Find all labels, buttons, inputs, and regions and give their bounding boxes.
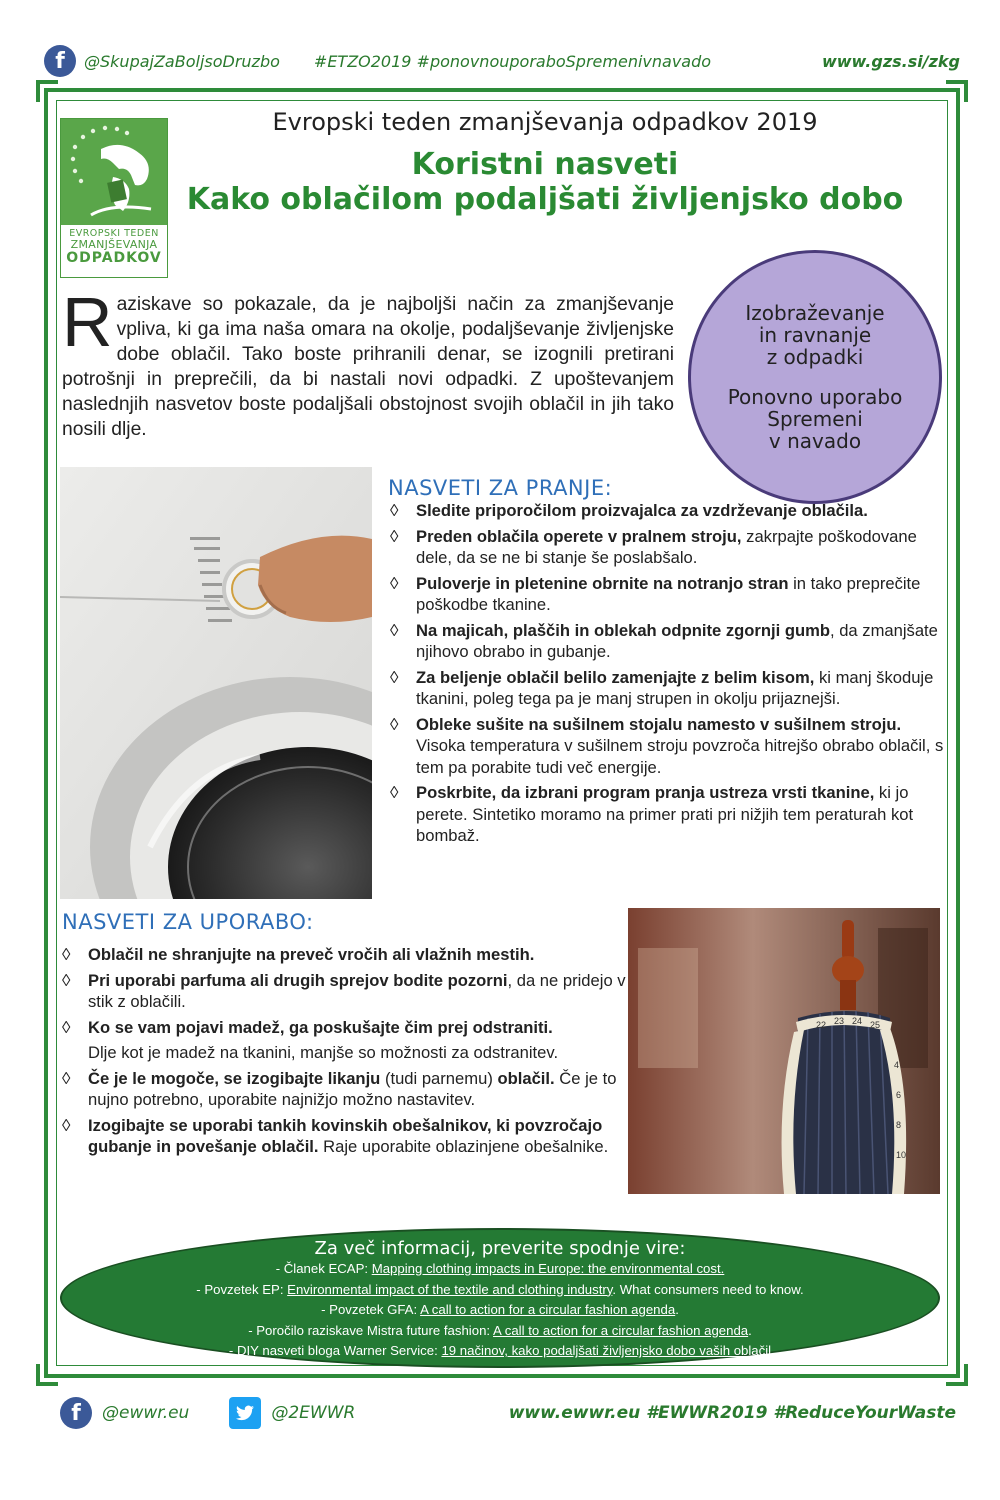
source-suffix: . What consumers need to know. <box>612 1281 804 1297</box>
tip-bold: Puloverje in pletenine obrnite na notranjo stran <box>416 573 789 593</box>
source-link[interactable]: Mapping clothing impacts in Europe: the environmental cost. <box>371 1261 725 1276</box>
tip-bold: Pri uporabi parfuma ali drugih sprejov bodite pozorni <box>88 970 508 990</box>
list-item <box>60 1068 626 1111</box>
svg-text:23: 23 <box>834 1016 845 1026</box>
svg-text:22: 22 <box>816 1020 827 1030</box>
logo-line-1: EVROPSKI TEDEN <box>69 228 159 239</box>
intro-text: aziskave so pokazale, da je najboljši način za zmanjševanje vpliva, ki ga ima naša omara na okolje, podaljševanje življenjske dobe oblačil. Tako boste prihranili denar, se izognili pretirani potrošnji in preprečili, da bi nastali novi odpadki. Z upoštevanjem naslednjih nasvetov boste podaljšali obstojnost svojih oblačil in jih tako nosili dlje. <box>62 294 674 440</box>
top-bar <box>44 44 960 78</box>
source-prefix: - Poročilo raziskave Mistra future fashion: <box>248 1322 494 1338</box>
tip-bold: Sledite priporočilom proizvajalca za vzdrževanje oblačila. <box>416 501 868 520</box>
top-website-link[interactable]: www.gzs.si/zkg <box>821 51 960 71</box>
sources-box <box>60 1228 940 1368</box>
page-title-line-1: Koristni nasveti <box>411 147 679 182</box>
top-hashtags: #ETZO2019 #ponovnouporaboSpremenivnavado <box>313 51 712 71</box>
svg-text:8: 8 <box>896 1120 902 1130</box>
mannequin-image <box>628 908 940 1194</box>
circle-line: in ravnanje <box>758 323 872 347</box>
top-facebook-handle[interactable]: @SkupajZaBoljsoDruzbo <box>84 51 280 71</box>
tip-bold: Obleke sušite na sušilnem stojalu namesto v sušilnem stroju. <box>416 714 902 734</box>
source-suffix: . <box>675 1302 679 1317</box>
washing-machine-image <box>60 467 372 899</box>
list-item <box>60 1042 626 1064</box>
source-line <box>62 1300 938 1321</box>
source-line <box>62 1259 938 1280</box>
tip-text: Če je to nujno potrebno, uporabite najnižjo možno nastavitev. <box>88 1068 617 1109</box>
tip-bold: Ko se vam pojavi madež, ga poskušajte čim prej odstraniti. <box>88 1017 553 1037</box>
source-prefix: - Povzetek EP: <box>196 1281 288 1297</box>
source-suffix: . <box>748 1322 752 1338</box>
svg-text:4: 4 <box>894 1060 900 1070</box>
source-link[interactable]: 19 načinov, kako podaljšati življenjsko dobo vaših oblačil <box>441 1343 772 1358</box>
tip-bold: Preden oblačila operete v pralnem stroju, <box>416 526 742 546</box>
frame-corner <box>36 1364 58 1386</box>
tip-text: , da zmanjšate njihovo obrabo in gubanje. <box>416 620 938 661</box>
source-link[interactable]: A call to action for a circular fashion agenda <box>493 1322 749 1338</box>
source-prefix: - Povzetek GFA: <box>321 1302 421 1317</box>
tip-text: ki manj škoduje tkanini, poleg tega pa je manj strupen in okolju prijaznejši. <box>416 667 934 708</box>
twitter-bird-icon <box>236 1405 254 1421</box>
circle-line: Ponovno uporabo <box>727 385 903 409</box>
page-title <box>180 148 910 217</box>
tip-text: ki jo perete. Sintetiko moramo na primer prati pri nižjih tem peraturah kot bombaž. <box>416 783 914 845</box>
source-line <box>62 1321 938 1342</box>
svg-text:6: 6 <box>896 1090 902 1100</box>
tip-bold: Za beljenje oblačil belilo zamenjajte z belim kisom, <box>416 667 815 687</box>
tip-bold: Oblačil ne shranjujte na preveč vročih ali vlažnih mestih. <box>88 945 535 964</box>
tip-bold: Izogibajte se uporabi tankih kovinskih obešalnikov, ki povzročajo gubanje in povešanje oblačil. <box>88 1115 603 1156</box>
source-line <box>62 1280 938 1301</box>
tip-bold: oblačil. <box>497 1068 555 1088</box>
logo-line-2: ZMANJŠEVANJA <box>70 237 158 251</box>
tip-text: (tudi parnemu) <box>380 1068 498 1088</box>
list-item <box>388 573 944 616</box>
source-prefix: - DIY nasveti bloga Warner Service: <box>228 1343 442 1358</box>
tip-text: Dlje kot je madež na tkanini, manjše so možnosti za odstranitev. <box>88 1043 559 1062</box>
svg-text:10: 10 <box>896 1150 907 1160</box>
source-link[interactable]: A call to action for a circular fashion agenda <box>420 1302 676 1317</box>
list-item <box>388 500 944 522</box>
tip-text: , da ne pridejo v stik z oblačili. <box>88 970 626 1011</box>
list-item <box>60 944 626 966</box>
tip-bold: Poskrbite, da izbrani program pranja ustreza vrsti tkanine, <box>416 783 875 802</box>
tip-bold: Če je le mogoče, se izogibajte likanju <box>88 1068 381 1088</box>
drop-cap: R <box>62 283 113 361</box>
circle-line: Izobraževanje <box>745 301 885 325</box>
tip-text: Raje uporabite oblazinjene obešalnike. <box>318 1137 609 1156</box>
list-item <box>388 714 944 779</box>
logo-text <box>61 229 167 265</box>
usage-tips-heading: NASVETI ZA UPORABO: <box>62 910 314 934</box>
facebook-icon[interactable]: f <box>60 1397 92 1429</box>
tip-text: zakrpajte poškodovane dele, da se ne bi stanje še poslabšalo. <box>416 526 917 567</box>
facebook-icon[interactable]: f <box>44 45 76 77</box>
list-item <box>388 526 944 569</box>
list-item <box>388 782 944 847</box>
list-item <box>60 970 626 1013</box>
usage-tips-list <box>60 944 626 1162</box>
sources-heading: Za več informacij, preverite spodnje vire: <box>314 1238 686 1259</box>
bottom-website-and-tags[interactable]: www.ewwr.eu #EWWR2019 #ReduceYourWaste <box>508 1403 956 1423</box>
circle-line: Spremeni <box>767 407 863 431</box>
list-item <box>60 1017 626 1039</box>
twitter-icon[interactable] <box>229 1397 261 1429</box>
washing-tips-list <box>388 500 944 851</box>
campaign-circle <box>688 250 942 504</box>
tip-bold: Na majicah, plaščih in oblekah odpnite zgornji gumb <box>416 620 830 640</box>
list-item <box>60 1115 626 1158</box>
logo-hand-icon <box>61 119 167 225</box>
list-item <box>388 620 944 663</box>
logo-line-3: ODPADKOV <box>66 249 162 266</box>
source-prefix: - Članek ECAP: <box>275 1261 372 1276</box>
washing-machine-photo <box>60 467 372 899</box>
circle-line: v navado <box>768 429 862 453</box>
bottom-twitter-handle[interactable]: @2EWWR <box>271 1403 356 1423</box>
logo-graphic <box>61 119 167 225</box>
intro-paragraph <box>62 283 674 442</box>
circle-line: z odpadki <box>766 345 864 369</box>
svg-text:25: 25 <box>870 1020 881 1030</box>
tip-text: in tako preprečite poškodbe tkanine. <box>416 573 921 614</box>
frame-corner <box>946 80 968 102</box>
frame-corner <box>946 1364 968 1386</box>
bottom-facebook-handle[interactable]: @ewwr.eu <box>102 1403 190 1423</box>
bottom-bar <box>60 1396 956 1430</box>
source-line <box>62 1341 938 1362</box>
tip-text: Visoka temperatura v sušilnem stroju povzroča hitrejšo obrabo oblačil, s tem pa porabite tudi več energije. <box>416 736 944 777</box>
mannequin-photo <box>628 908 940 1194</box>
frame-corner <box>36 80 58 102</box>
source-link[interactable]: Environmental impact of the textile and clothing industry <box>287 1281 613 1297</box>
svg-text:24: 24 <box>852 1016 863 1026</box>
washing-tips-heading: NASVETI ZA PRANJE: <box>388 476 613 500</box>
event-title: Evropski teden zmanjševanja odpadkov 2019 <box>272 108 818 136</box>
list-item <box>388 667 944 710</box>
page-title-line-2: Kako oblačilom podaljšati življenjsko dobo <box>186 181 904 217</box>
ewwr-logo <box>60 118 168 278</box>
